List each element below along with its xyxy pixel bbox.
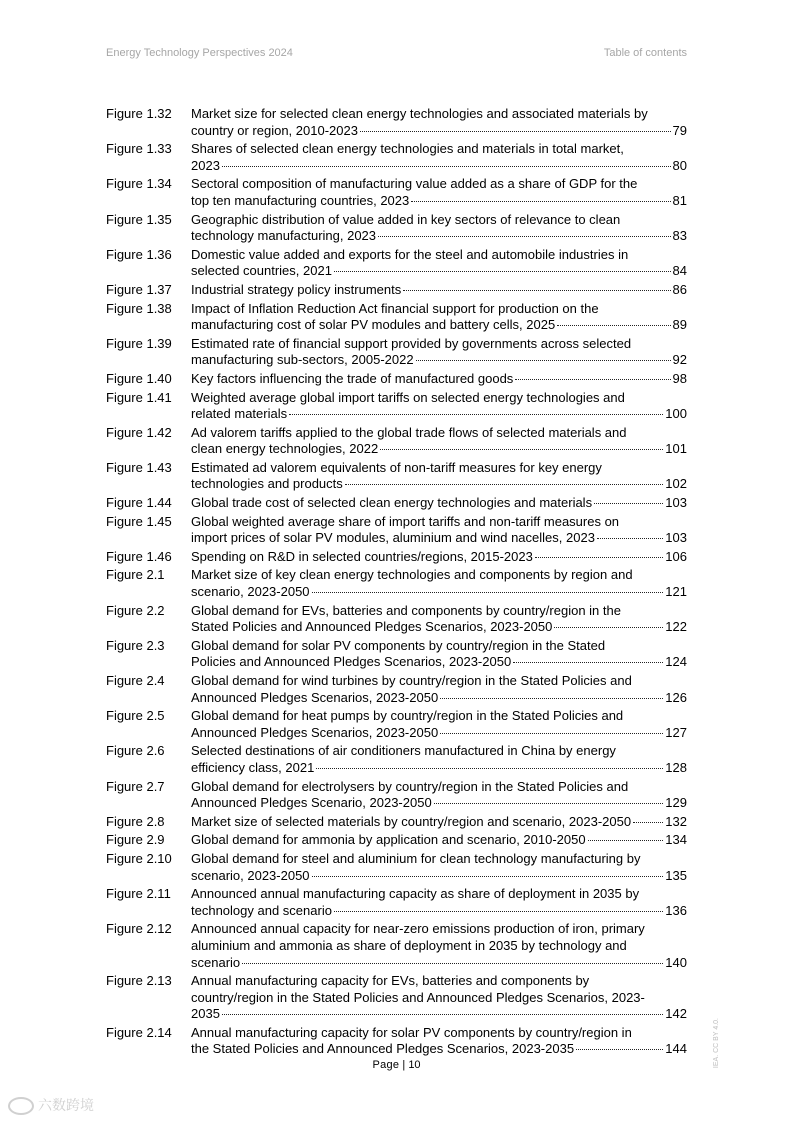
toc-title-text: Estimated ad valorem equivalents of non-tariff measures for key energy	[191, 459, 602, 475]
dot-leader	[403, 290, 670, 291]
dot-leader	[557, 325, 670, 326]
toc-figure-label: Figure 1.39	[106, 335, 172, 351]
toc-title-line	[191, 567, 687, 584]
toc-page-number[interactable]: 128	[665, 759, 687, 775]
toc-entry-body	[191, 282, 687, 299]
toc-entry[interactable]	[106, 779, 687, 812]
toc-figure-label: Figure 2.6	[106, 743, 165, 759]
dot-leader	[316, 768, 663, 769]
toc-page-number[interactable]: 92	[672, 352, 687, 368]
toc-title-line	[191, 514, 687, 531]
toc-entry-body	[191, 336, 687, 369]
toc-title-text: scenario	[191, 954, 241, 970]
toc-title-line	[191, 441, 687, 458]
toc-title-line	[191, 955, 687, 972]
toc-title-text: import prices of solar PV modules, aluminium and wind nacelles, 2023	[191, 530, 595, 546]
toc-title-text: Geographic distribution of value added in key sectors of relevance to clean	[191, 211, 621, 227]
toc-page-number[interactable]: 121	[665, 584, 687, 600]
toc-page-number[interactable]: 127	[665, 724, 687, 740]
page-footer	[0, 1059, 793, 1071]
toc-title-line	[191, 708, 687, 725]
toc-figure-label: Figure 1.43	[106, 459, 172, 475]
toc-title-line	[191, 1006, 687, 1023]
toc-entry[interactable]	[106, 495, 687, 512]
toc-page-number[interactable]: 106	[665, 548, 687, 564]
toc-page-number[interactable]: 81	[672, 192, 687, 208]
toc-title-text: 2023	[191, 157, 220, 173]
toc-title-text: clean energy technologies, 2022	[191, 441, 379, 457]
toc-title-text: Global demand for electrolysers by country/region in the Stated Policies and	[191, 778, 629, 794]
dot-leader	[378, 236, 671, 237]
toc-page-number[interactable]: 83	[672, 228, 687, 244]
toc-page-number[interactable]: 84	[672, 263, 687, 279]
toc-title-line	[191, 868, 687, 885]
toc-title-line	[191, 938, 687, 955]
toc-figure-label: Figure 2.13	[106, 973, 172, 989]
toc-entry[interactable]	[106, 708, 687, 741]
toc-page-number[interactable]: 126	[665, 689, 687, 705]
toc-page-number[interactable]: 79	[672, 122, 687, 138]
toc-title-line	[191, 725, 687, 742]
toc-entry[interactable]	[106, 336, 687, 369]
toc-title-line	[191, 903, 687, 920]
toc-title-text: Key factors influencing the trade of manufactured goods	[191, 370, 514, 386]
toc-entry-body	[191, 390, 687, 423]
toc-entry-body	[191, 603, 687, 636]
toc-title-line	[191, 282, 687, 299]
toc-title-line	[191, 743, 687, 760]
toc-entry-body	[191, 832, 687, 849]
toc-title-line	[191, 141, 687, 158]
dot-leader	[334, 271, 671, 272]
toc-entry[interactable]	[106, 176, 687, 209]
toc-entry-body	[191, 743, 687, 776]
toc-page-number[interactable]: 100	[665, 406, 687, 422]
toc-title-text: 2035	[191, 1006, 220, 1022]
toc-title-line	[191, 814, 687, 831]
dot-leader	[594, 503, 663, 504]
page-number: 10	[408, 1059, 421, 1071]
toc-entry-body	[191, 814, 687, 831]
toc-title-text: scenario, 2023-2050	[191, 867, 310, 883]
toc-figure-label: Figure 1.46	[106, 548, 172, 564]
toc-figure-label: Figure 1.32	[106, 106, 172, 121]
toc-title-text: related materials	[191, 406, 288, 422]
watermark-logo-icon	[8, 1097, 34, 1115]
toc-title-text: Announced annual capacity for near-zero emissions production of iron, primary	[191, 921, 645, 937]
toc-figure-label: Figure 2.4	[106, 673, 165, 688]
toc-entry-body	[191, 301, 687, 334]
toc-entry-body	[191, 106, 687, 139]
toc-page-number[interactable]: 132	[665, 813, 687, 829]
toc-page-number[interactable]: 140	[665, 954, 687, 970]
toc-title-text: Impact of Inflation Reduction Act financial support for production on the	[191, 300, 599, 316]
toc-figure-label: Figure 1.40	[106, 370, 172, 386]
toc-title-text: Global demand for heat pumps by country/region in the Stated Policies and	[191, 708, 624, 724]
toc-page-number[interactable]: 124	[665, 654, 687, 670]
dot-leader	[312, 876, 664, 877]
dot-leader	[345, 484, 664, 485]
toc-entry-body	[191, 851, 687, 884]
toc-title-line	[191, 193, 687, 210]
running-header-section: Table of contents	[603, 47, 687, 59]
toc-figure-label: Figure 2.8	[106, 813, 165, 829]
toc-entry-body	[191, 921, 687, 971]
toc-entry[interactable]	[106, 567, 687, 600]
toc-figure-label: Figure 2.14	[106, 1024, 172, 1040]
license-note: IEA. CC BY 4.0.	[713, 1018, 720, 1069]
toc-title-text: Global trade cost of selected clean energy technologies and materials	[191, 495, 593, 511]
dot-leader	[289, 414, 663, 415]
toc-title-text: Shares of selected clean energy technologies and materials in total market,	[191, 141, 624, 157]
toc-title-line	[191, 460, 687, 477]
toc-page-number[interactable]: 142	[665, 1006, 687, 1022]
toc-title-text: Domestic value added and exports for the steel and automobile industries in	[191, 246, 629, 262]
toc-entry[interactable]	[106, 212, 687, 245]
toc-entry[interactable]	[106, 549, 687, 566]
toc-title-line	[191, 549, 687, 566]
toc-figure-label: Figure 1.33	[106, 141, 172, 157]
toc-entry-body	[191, 886, 687, 919]
toc-title-line	[191, 851, 687, 868]
toc-title-line	[191, 336, 687, 353]
toc-page-number[interactable]: 101	[665, 441, 687, 457]
toc-title-text: efficiency class, 2021	[191, 759, 315, 775]
toc-title-line	[191, 301, 687, 318]
toc-entry[interactable]	[106, 851, 687, 884]
toc-entry[interactable]	[106, 514, 687, 547]
dot-leader	[312, 592, 664, 593]
table-of-contents-list	[106, 106, 687, 1060]
toc-page-number[interactable]: 102	[665, 476, 687, 492]
toc-entry-body	[191, 425, 687, 458]
toc-figure-label: Figure 2.11	[106, 886, 171, 902]
toc-title-text: Ad valorem tariffs applied to the global trade flows of selected materials and	[191, 424, 627, 440]
dot-leader	[334, 911, 663, 912]
toc-title-text: country or region, 2010-2023	[191, 122, 358, 138]
toc-title-text: Market size of selected materials by country/region and scenario, 2023-2050	[191, 813, 632, 829]
toc-figure-label: Figure 2.2	[106, 602, 165, 618]
watermark-text: 六数跨境	[38, 1097, 94, 1113]
toc-title-text: Global demand for solar PV components by country/region in the Stated	[191, 637, 606, 653]
toc-page-number[interactable]: 86	[672, 281, 687, 297]
toc-title-line	[191, 760, 687, 777]
toc-entry[interactable]	[106, 921, 687, 971]
toc-title-line	[191, 779, 687, 796]
toc-entry[interactable]	[106, 425, 687, 458]
toc-entry-body	[191, 549, 687, 566]
dot-leader	[434, 803, 664, 804]
toc-title-text: Estimated rate of financial support provided by governments across selected	[191, 335, 632, 351]
dot-leader	[535, 557, 663, 558]
toc-figure-label: Figure 1.36	[106, 246, 172, 262]
toc-title-line	[191, 228, 687, 245]
toc-figure-label: Figure 2.9	[106, 832, 165, 848]
dot-leader	[242, 963, 663, 964]
toc-title-text: selected countries, 2021	[191, 263, 332, 279]
toc-entry-body	[191, 514, 687, 547]
dot-leader	[380, 449, 663, 450]
toc-title-line	[191, 158, 687, 175]
toc-title-line	[191, 317, 687, 334]
toc-title-text: Global weighted average share of import tariffs and non-tariff measures on	[191, 513, 620, 529]
toc-entry[interactable]	[106, 673, 687, 706]
toc-title-line	[191, 603, 687, 620]
toc-entry[interactable]	[106, 832, 687, 849]
dot-leader	[576, 1049, 663, 1050]
toc-title-line	[191, 263, 687, 280]
toc-title-line	[191, 654, 687, 671]
toc-title-text: Announced annual manufacturing capacity as share of deployment in 2035 by	[191, 886, 640, 902]
toc-entry-body	[191, 638, 687, 671]
toc-page-number[interactable]: 134	[665, 832, 687, 848]
toc-title-text: Market size for selected clean energy technologies and associated materials by	[191, 106, 648, 121]
toc-title-text: technology and scenario	[191, 902, 332, 918]
toc-title-line	[191, 832, 687, 849]
toc-title-text: technology manufacturing, 2023	[191, 228, 377, 244]
toc-figure-label: Figure 1.42	[106, 424, 172, 440]
toc-title-text: Spending on R&D in selected countries/regions, 2015-2023	[191, 548, 533, 564]
running-header-title: Energy Technology Perspectives 2024	[106, 47, 293, 59]
toc-title-line	[191, 106, 687, 123]
toc-figure-label: Figure 1.35	[106, 211, 172, 227]
toc-title-text: technologies and products	[191, 476, 343, 492]
toc-figure-label: Figure 1.37	[106, 281, 172, 297]
toc-figure-label: Figure 1.38	[106, 300, 172, 316]
toc-title-line	[191, 390, 687, 407]
toc-entry-body	[191, 567, 687, 600]
toc-title-line	[191, 921, 687, 938]
toc-title-text: aluminium and ammonia as share of deployment in 2035 by technology and	[191, 937, 627, 953]
dot-leader	[222, 166, 671, 167]
toc-title-text: Global demand for ammonia by application and scenario, 2010-2050	[191, 832, 586, 848]
toc-title-line	[191, 886, 687, 903]
toc-title-text: Sectoral composition of manufacturing value added as a share of GDP for the	[191, 176, 638, 192]
toc-title-line	[191, 530, 687, 547]
toc-title-text: Stated Policies and Announced Pledges Scenarios, 2023-2050	[191, 619, 553, 635]
toc-page-number[interactable]: 103	[665, 495, 687, 511]
toc-title-line	[191, 352, 687, 369]
toc-title-text: manufacturing cost of solar PV modules and battery cells, 2025	[191, 317, 556, 333]
dot-leader	[633, 822, 663, 823]
toc-entry-body	[191, 1025, 687, 1058]
toc-title-line	[191, 123, 687, 140]
toc-page-number[interactable]: 144	[665, 1041, 687, 1057]
dot-leader	[515, 379, 670, 380]
toc-title-text: country/region in the Stated Policies and Announced Pledges Scenarios, 2023-	[191, 989, 645, 1005]
toc-title-line	[191, 247, 687, 264]
toc-entry[interactable]	[106, 371, 687, 388]
toc-entry[interactable]	[106, 247, 687, 280]
toc-title-line	[191, 1025, 687, 1042]
toc-entry[interactable]	[106, 743, 687, 776]
toc-entry[interactable]	[106, 638, 687, 671]
toc-title-text: top ten manufacturing countries, 2023	[191, 192, 410, 208]
toc-entry[interactable]	[106, 460, 687, 493]
toc-entry-body	[191, 141, 687, 174]
toc-title-text: Selected destinations of air conditioners manufactured in China by energy	[191, 743, 616, 759]
toc-title-line	[191, 690, 687, 707]
toc-figure-label: Figure 1.44	[106, 495, 172, 511]
toc-figure-label: Figure 1.45	[106, 513, 172, 529]
toc-entry-body	[191, 673, 687, 706]
toc-entry[interactable]	[106, 1025, 687, 1058]
toc-entry[interactable]	[106, 603, 687, 636]
toc-entry-body	[191, 176, 687, 209]
toc-title-line	[191, 176, 687, 193]
toc-entry-body	[191, 779, 687, 812]
toc-entry[interactable]	[106, 141, 687, 174]
toc-title-line	[191, 425, 687, 442]
toc-title-text: Announced Pledges Scenarios, 2023-2050	[191, 724, 439, 740]
toc-figure-label: Figure 1.34	[106, 176, 172, 192]
toc-page-number[interactable]: 89	[672, 317, 687, 333]
toc-title-line	[191, 1041, 687, 1058]
dot-leader	[440, 698, 663, 699]
toc-title-text: manufacturing sub-sectors, 2005-2022	[191, 352, 414, 368]
toc-title-text: Annual manufacturing capacity for EVs, batteries and components by	[191, 973, 590, 989]
toc-figure-label: Figure 2.10	[106, 850, 172, 866]
toc-title-line	[191, 990, 687, 1007]
toc-figure-label: Figure 1.41	[106, 389, 172, 405]
toc-title-text: Announced Pledges Scenarios, 2023-2050	[191, 689, 439, 705]
toc-title-text: scenario, 2023-2050	[191, 584, 310, 600]
toc-page-number[interactable]: 136	[665, 902, 687, 918]
toc-entry-body	[191, 495, 687, 512]
toc-entry[interactable]	[106, 390, 687, 423]
toc-title-text: Global demand for EVs, batteries and components by country/region in the	[191, 602, 621, 618]
dot-leader	[597, 538, 663, 539]
dot-leader	[440, 733, 663, 734]
toc-figure-label: Figure 2.5	[106, 708, 165, 724]
toc-title-line	[191, 495, 687, 512]
dot-leader	[513, 662, 663, 663]
toc-title-line	[191, 638, 687, 655]
dot-leader	[588, 840, 664, 841]
toc-entry[interactable]	[106, 106, 687, 139]
toc-title-line	[191, 795, 687, 812]
toc-title-text: Market size of key clean energy technologies and components by region and	[191, 567, 633, 583]
toc-title-text: Policies and Announced Pledges Scenarios, 2023-2050	[191, 654, 512, 670]
toc-page-number[interactable]: 135	[665, 867, 687, 883]
toc-entry-body	[191, 212, 687, 245]
toc-title-line	[191, 212, 687, 229]
toc-title-line	[191, 476, 687, 493]
toc-title-line	[191, 371, 687, 388]
dot-leader	[360, 131, 671, 132]
toc-title-text: Global demand for wind turbines by country/region in the Stated Policies and	[191, 673, 632, 688]
toc-title-text: the Stated Policies and Announced Pledges Scenarios, 2023-2035	[191, 1041, 575, 1057]
dot-leader	[554, 627, 663, 628]
toc-entry[interactable]	[106, 282, 687, 299]
toc-entry-body	[191, 973, 687, 1023]
watermark	[8, 1095, 94, 1115]
toc-title-line	[191, 673, 687, 690]
toc-figure-label: Figure 2.1	[106, 567, 165, 583]
dot-leader	[416, 360, 671, 361]
toc-title-text: Announced Pledges Scenario, 2023-2050	[191, 795, 432, 811]
toc-entry-body	[191, 460, 687, 493]
toc-entry[interactable]	[106, 301, 687, 334]
toc-title-text: Weighted average global import tariffs on selected energy technologies and	[191, 389, 625, 405]
toc-page-number[interactable]: 122	[665, 619, 687, 635]
toc-title-text: Industrial strategy policy instruments	[191, 281, 402, 297]
toc-figure-label: Figure 2.12	[106, 921, 172, 937]
toc-entry[interactable]	[106, 814, 687, 831]
toc-page-number[interactable]: 103	[665, 530, 687, 546]
toc-figure-label: Figure 2.3	[106, 637, 165, 653]
toc-page-number[interactable]: 80	[672, 157, 687, 173]
toc-figure-label: Figure 2.7	[106, 778, 165, 794]
toc-page-number[interactable]: 98	[672, 370, 687, 386]
page-separator: |	[402, 1059, 406, 1071]
toc-entry-body	[191, 708, 687, 741]
toc-entry-body	[191, 247, 687, 280]
toc-page-number[interactable]: 129	[665, 795, 687, 811]
toc-entry[interactable]	[106, 886, 687, 919]
toc-title-line	[191, 406, 687, 423]
toc-title-line	[191, 619, 687, 636]
dot-leader	[222, 1014, 663, 1015]
toc-title-text: Global demand for steel and aluminium for clean technology manufacturing by	[191, 850, 641, 866]
page-word: Page	[372, 1059, 400, 1071]
toc-title-text: Annual manufacturing capacity for solar PV components by country/region in	[191, 1024, 632, 1040]
toc-entry[interactable]	[106, 973, 687, 1023]
toc-entry-body	[191, 371, 687, 388]
toc-title-line	[191, 973, 687, 990]
dot-leader	[411, 201, 670, 202]
toc-title-line	[191, 584, 687, 601]
